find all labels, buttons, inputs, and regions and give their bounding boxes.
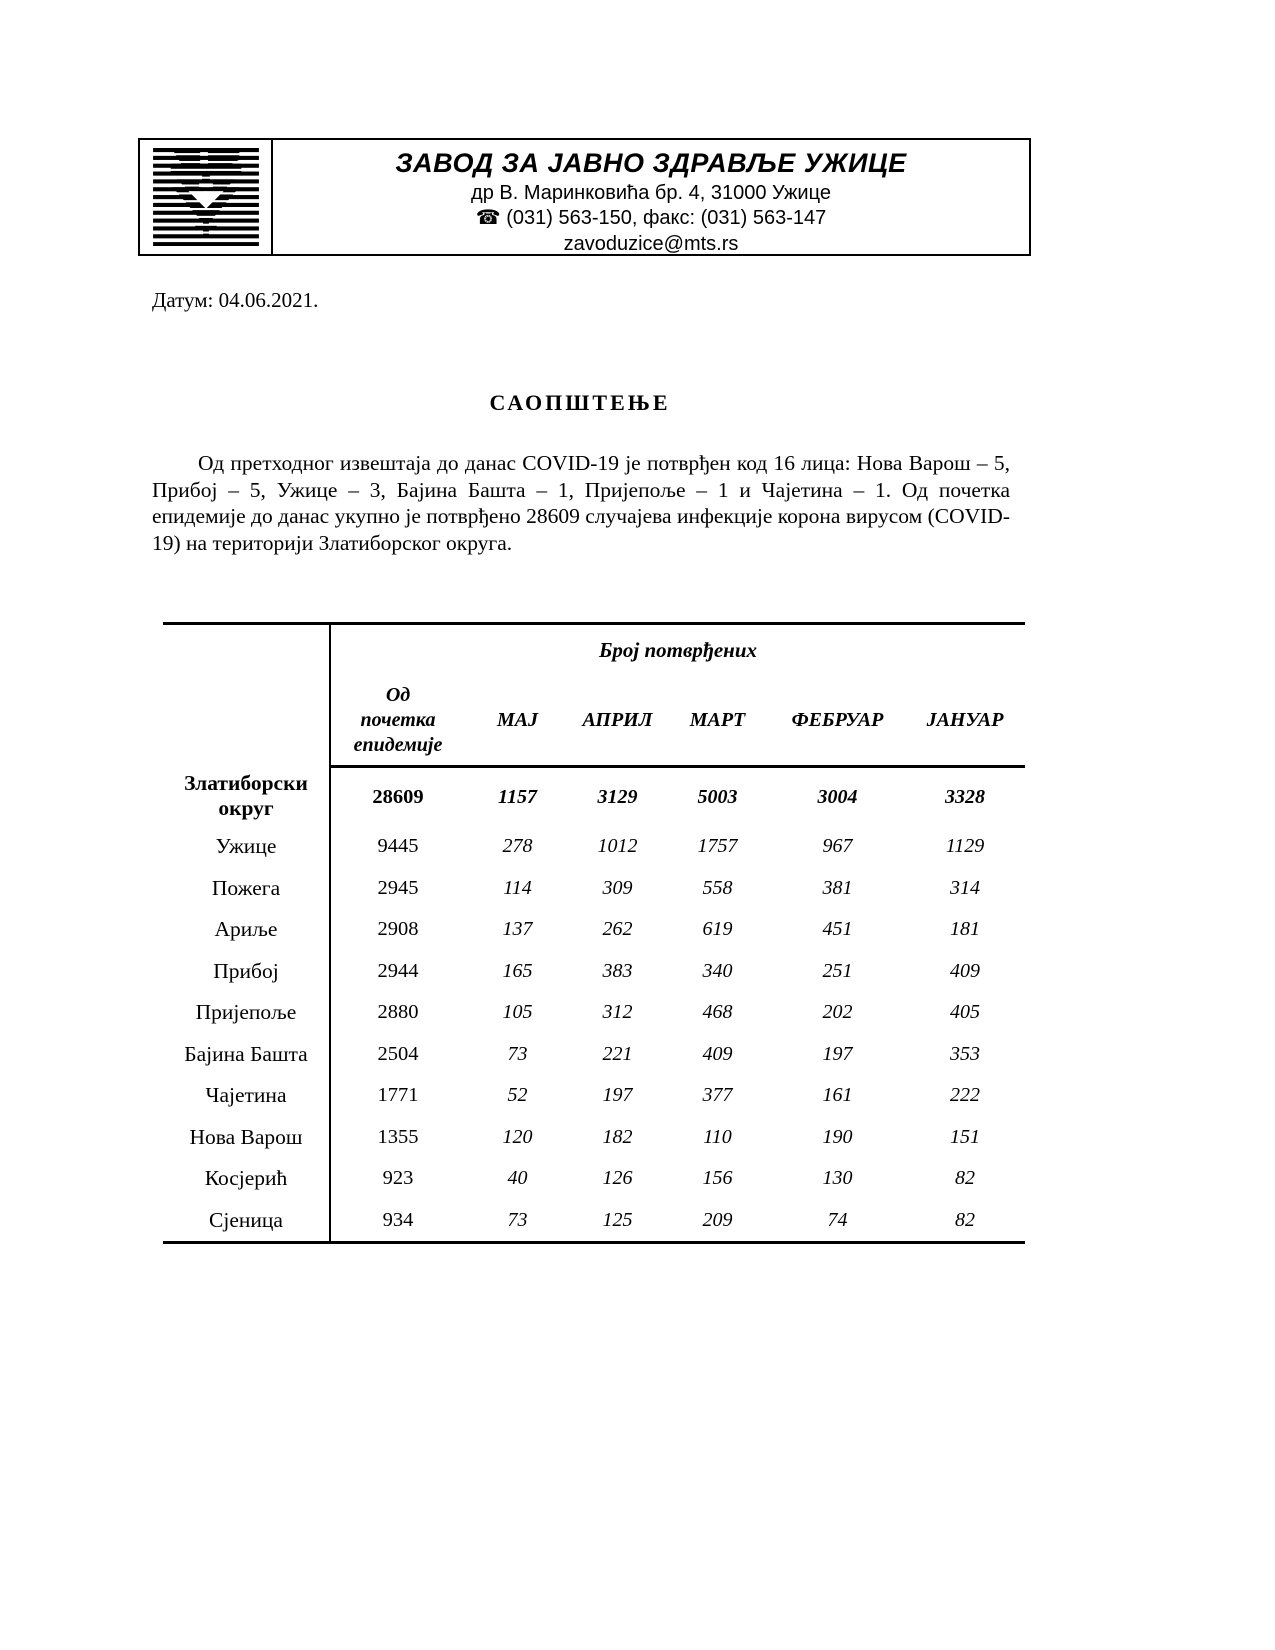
table-row: [163, 868, 1025, 910]
case-count: 110: [703, 1125, 732, 1148]
case-count: 5003: [697, 785, 738, 808]
municipality-name: Нова Варош: [163, 1117, 330, 1159]
case-count: 262: [602, 918, 633, 941]
case-count: 105: [502, 1001, 533, 1024]
col-header-february: ФЕБРУАР: [770, 675, 905, 767]
case-count: 1012: [597, 835, 638, 858]
case-count: 52: [507, 1084, 528, 1107]
case-count: 74: [827, 1208, 848, 1231]
municipality-name: Чајетина: [163, 1075, 330, 1117]
case-count: 82: [955, 1208, 976, 1231]
case-count: 161: [822, 1084, 853, 1107]
institute-address: др В. Маринковића бр. 4, 31000 Ужице: [471, 181, 831, 204]
confirmed-cases-table: [163, 622, 1025, 1244]
municipality-name: Бајина Башта: [163, 1034, 330, 1076]
case-count: 619: [702, 918, 733, 941]
case-count: 125: [602, 1208, 633, 1231]
case-count: 405: [950, 1001, 981, 1024]
telephone-icon: ☎: [475, 207, 501, 230]
municipality-name: Пријепоље: [163, 992, 330, 1034]
table-row: [163, 826, 1025, 868]
col-header-january: ЈАНУАР: [905, 675, 1025, 767]
case-count: 451: [822, 918, 853, 941]
case-count: 1757: [697, 835, 738, 858]
case-count: 278: [502, 835, 533, 858]
case-count: 221: [602, 1042, 633, 1065]
municipality-name: Ужице: [163, 826, 330, 868]
case-count: 923: [382, 1167, 414, 1190]
municipality-name: Златиборски округ: [163, 767, 330, 827]
date-line: Датум: 04.06.2021.: [152, 288, 319, 312]
table-row: [163, 1200, 1025, 1243]
table-body: [163, 767, 1025, 1243]
institute-email: zavoduzice@mts.rs: [563, 232, 739, 255]
empty-corner-cell: [163, 624, 330, 767]
phone-fax-text: (031) 563-150, факс: (031) 563-147: [506, 207, 827, 230]
case-count: 383: [602, 959, 633, 982]
case-count: 2504: [377, 1042, 419, 1065]
case-count: 967: [822, 835, 853, 858]
case-count: 181: [950, 918, 981, 941]
municipality-name: Косјерић: [163, 1158, 330, 1200]
case-count: 165: [502, 959, 533, 982]
table-row: [163, 1075, 1025, 1117]
case-count: 126: [602, 1167, 633, 1190]
case-count: 202: [822, 1001, 853, 1024]
col-header-may: МАЈ: [465, 675, 570, 767]
institute-phone-line: [273, 206, 1029, 230]
body-paragraph: Од претходног извештаја до данас COVID-19 је потврђен код 16 лица: Нова Варош – 5, Прибој – 5, Ужице – 3, Бајина Башта – 1, Пријепоље – 1 и Чајетина – 1. Од почетка епидемије до данас укупно је потврђено 28609 случајева инфекције корона вирусом (COVID-19) на територији Златиборског округа.: [152, 451, 1010, 555]
municipality-name: Прибој: [163, 951, 330, 993]
case-count: 130: [822, 1167, 853, 1190]
case-count: 197: [602, 1084, 633, 1107]
case-count: 137: [502, 918, 533, 941]
case-count: 190: [822, 1125, 853, 1148]
case-count: 120: [502, 1125, 533, 1148]
col-header-april: АПРИЛ: [570, 675, 665, 767]
case-count: 2908: [377, 918, 419, 941]
table-row: [163, 1158, 1025, 1200]
case-count: 1355: [377, 1125, 419, 1148]
institute-name: ЗАВОД ЗА ЈАВНО ЗДРАВЉЕ УЖИЦЕ: [395, 148, 907, 178]
table-head-section: [163, 624, 1025, 767]
case-count: 82: [955, 1167, 976, 1190]
case-count: 182: [602, 1125, 633, 1148]
logo-cell: [140, 140, 273, 254]
case-count: 2945: [377, 876, 419, 899]
municipality-name: Ариље: [163, 909, 330, 951]
col-header-since-start: Од почетка епидемије: [330, 675, 465, 767]
municipality-name: Пожега: [163, 868, 330, 910]
municipality-name: Сјеница: [163, 1200, 330, 1243]
case-count: 1157: [498, 785, 537, 808]
case-count: 314: [950, 876, 981, 899]
case-count: 3328: [945, 785, 986, 808]
case-count: 309: [602, 876, 633, 899]
case-count: 9445: [377, 835, 419, 858]
case-count: 40: [507, 1167, 528, 1190]
table-row: [163, 992, 1025, 1034]
case-count: 409: [702, 1042, 733, 1065]
letterhead: [138, 138, 1031, 256]
case-count: 3004: [817, 785, 858, 808]
case-count: 3129: [597, 785, 638, 808]
document-title: САОПШТЕЊЕ: [489, 390, 671, 415]
case-count: 377: [702, 1084, 733, 1107]
table-row: [163, 951, 1025, 993]
group-header: Број потврђених: [599, 637, 758, 662]
case-count: 409: [950, 959, 981, 982]
case-count: 156: [702, 1167, 733, 1190]
case-count: 28609: [372, 785, 424, 808]
case-count: 151: [950, 1125, 981, 1148]
case-count: 1129: [945, 835, 985, 858]
case-count: 468: [702, 1001, 733, 1024]
case-count: 2880: [377, 1001, 419, 1024]
case-count: 312: [602, 1001, 633, 1024]
case-count: 209: [702, 1208, 733, 1231]
case-count: 222: [950, 1084, 981, 1107]
institute-logo-icon: [153, 148, 259, 246]
letterhead-text: [273, 140, 1029, 254]
case-count: 114: [503, 876, 532, 899]
case-count: 73: [507, 1208, 528, 1231]
case-count: 340: [702, 959, 733, 982]
case-count: 558: [702, 876, 733, 899]
table-row: [163, 909, 1025, 951]
case-count: 2944: [377, 959, 419, 982]
table-row: [163, 1117, 1025, 1159]
case-count: 381: [822, 876, 853, 899]
col-header-march: МАРТ: [665, 675, 770, 767]
case-count: 1771: [377, 1084, 419, 1107]
table-group-header-row: [163, 624, 1025, 676]
case-count: 197: [822, 1042, 853, 1065]
case-count: 73: [507, 1042, 528, 1065]
table-row: [163, 767, 1025, 827]
case-count: 934: [382, 1208, 414, 1231]
case-count: 353: [950, 1042, 981, 1065]
case-count: 251: [822, 959, 853, 982]
table-row: [163, 1034, 1025, 1076]
